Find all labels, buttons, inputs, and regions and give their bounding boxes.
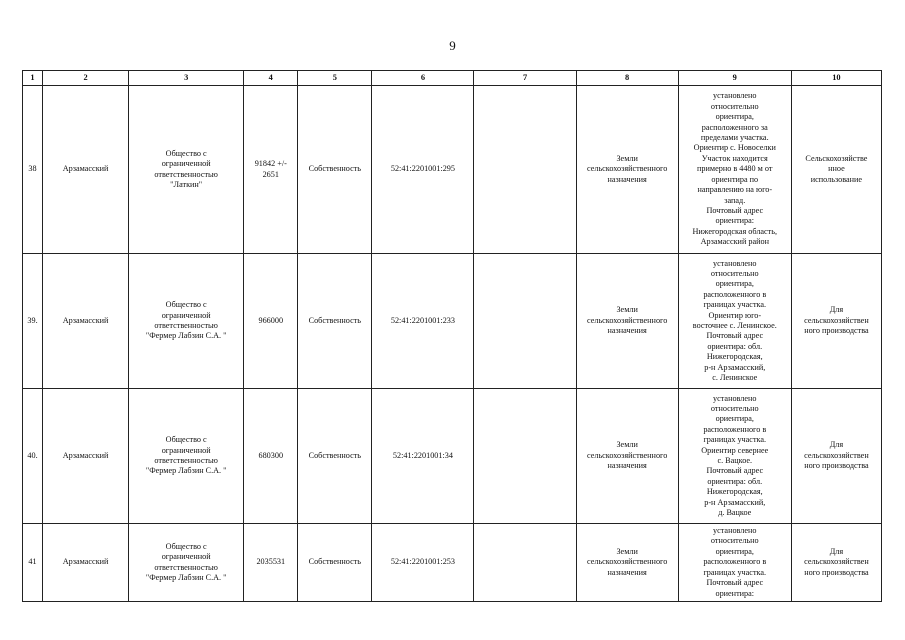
land-registry-table: [22, 70, 882, 602]
empty-cell: [474, 254, 576, 389]
column-header: 1: [23, 71, 43, 86]
owner-cell: Общество с ограниченной ответственностью "Фермер Лабзин С.А. ": [129, 389, 244, 524]
district-cell: Арзамасский: [43, 524, 129, 602]
area-cell: 91842 +/- 2651: [244, 86, 298, 254]
column-header: 4: [244, 71, 298, 86]
table-header-row: [23, 71, 882, 86]
column-header: 9: [678, 71, 791, 86]
column-header: 8: [576, 71, 678, 86]
location-cell: установлено относительно ориентира, расположенного в границах участка. Почтовый адрес ориентира:: [678, 524, 791, 602]
column-header: 5: [298, 71, 372, 86]
row-number: 40.: [23, 389, 43, 524]
row-number: 38: [23, 86, 43, 254]
right-type-cell: Собственность: [298, 524, 372, 602]
area-cell: 680300: [244, 389, 298, 524]
cadastral-number-cell: 52:41:2201001:295: [372, 86, 474, 254]
location-cell: установлено относительно ориентира, расположенного в границах участка. Ориентир юго- восточнее с. Ленинское. Почтовый адрес ориентира: обл. Нижегородская, р-н Арзамасский, с. Ленинское: [678, 254, 791, 389]
district-cell: Арзамасский: [43, 254, 129, 389]
district-cell: Арзамасский: [43, 86, 129, 254]
area-cell: 966000: [244, 254, 298, 389]
right-type-cell: Собственность: [298, 254, 372, 389]
column-header: 10: [791, 71, 881, 86]
district-cell: Арзамасский: [43, 389, 129, 524]
cadastral-number-cell: 52:41:2201001:233: [372, 254, 474, 389]
area-cell: 2035531: [244, 524, 298, 602]
empty-cell: [474, 524, 576, 602]
column-header: 3: [129, 71, 244, 86]
permitted-use-cell: Сельскохозяйстве нное использование: [791, 86, 881, 254]
row-number: 41: [23, 524, 43, 602]
empty-cell: [474, 389, 576, 524]
land-category-cell: Земли сельскохозяйственного назначения: [576, 389, 678, 524]
cadastral-number-cell: 52:41:2201001:34: [372, 389, 474, 524]
empty-cell: [474, 86, 576, 254]
right-type-cell: Собственность: [298, 389, 372, 524]
permitted-use-cell: Для сельскохозяйствен ного производства: [791, 254, 881, 389]
table-row: [23, 524, 882, 602]
cadastral-number-cell: 52:41:2201001:253: [372, 524, 474, 602]
permitted-use-cell: Для сельскохозяйствен ного производства: [791, 524, 881, 602]
table-row: [23, 86, 882, 254]
column-header: 2: [43, 71, 129, 86]
row-number: 39.: [23, 254, 43, 389]
page-number: 9: [449, 38, 456, 53]
table-row: [23, 389, 882, 524]
right-type-cell: Собственность: [298, 86, 372, 254]
permitted-use-cell: Для сельскохозяйствен ного производства: [791, 389, 881, 524]
location-cell: установлено относительно ориентира, расположенного за пределами участка. Ориентир с. Новоселки Участок находится примерно в 4480 м от ориентира по направлению на юго- запад. Почтовый адрес ориентира: Нижегородская область, Арзамасский район: [678, 86, 791, 254]
land-category-cell: Земли сельскохозяйственного назначения: [576, 86, 678, 254]
owner-cell: Общество с ограниченной ответственностью "Фермер Лабзин С.А. ": [129, 524, 244, 602]
land-category-cell: Земли сельскохозяйственного назначения: [576, 524, 678, 602]
location-cell: установлено относительно ориентира, расположенного в границах участка. Ориентир севернее с. Вацкое. Почтовый адрес ориентира: обл. Нижегородская, р-н Арзамасский, д. Вацкое: [678, 389, 791, 524]
column-header: 7: [474, 71, 576, 86]
owner-cell: Общество с ограниченной ответственностью "Латкин": [129, 86, 244, 254]
table-row: [23, 254, 882, 389]
land-category-cell: Земли сельскохозяйственного назначения: [576, 254, 678, 389]
column-header: 6: [372, 71, 474, 86]
owner-cell: Общество с ограниченной ответственностью "Фермер Лабзин С.А. ": [129, 254, 244, 389]
